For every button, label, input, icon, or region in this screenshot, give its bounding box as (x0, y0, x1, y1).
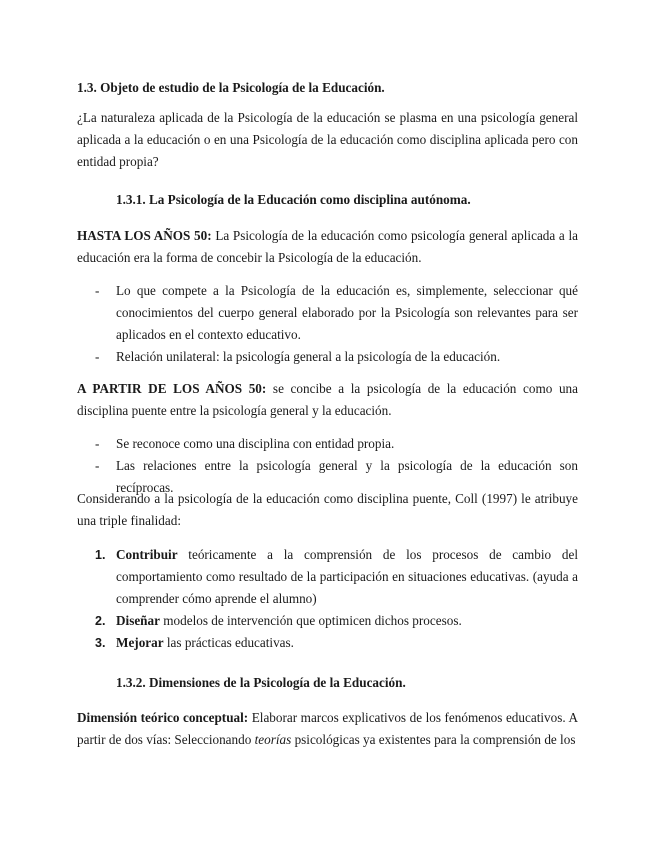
apartir-text: se concibe a la psicología de la educación como una disciplina puente entre la psicología general y la educación. (77, 381, 578, 418)
list-item-text: Se reconoce como una disciplina con entidad propia. (116, 436, 395, 451)
apartir-paragraph (77, 378, 578, 422)
list-item (77, 610, 578, 632)
subheading-autonoma: 1.3.1. La Psicología de la Educación como disciplina autónoma. (116, 192, 471, 207)
hasta-bullet-list (77, 280, 578, 368)
list-item-text: Las relaciones entre la psicología general y la psicología de la educación son recíprocas. (116, 458, 578, 495)
list-item (77, 346, 578, 368)
finalidad-keyword: Mejorar (116, 635, 164, 650)
dimension-label: Dimensión teórico conceptual: (77, 710, 249, 725)
list-number: 1. (95, 548, 106, 562)
finalidad-text: las prácticas educativas. (163, 635, 294, 650)
finalidad-keyword: Diseñar (116, 613, 160, 628)
list-item-text: Relación unilateral: la psicología general a la psicología de la educación. (116, 349, 501, 364)
apartir-label: A PARTIR DE LOS AÑOS 50: (77, 381, 267, 396)
bullet-dash: - (95, 436, 100, 451)
list-item (77, 544, 578, 610)
list-number: 3. (95, 636, 106, 650)
bullet-dash: - (95, 349, 100, 364)
hasta-label: HASTA LOS AÑOS 50: (77, 228, 212, 243)
list-item (77, 632, 578, 654)
bullet-dash: - (95, 283, 100, 298)
section-heading: 1.3. Objeto de estudio de la Psicología de la Educación. (77, 80, 385, 95)
finalidad-keyword: Contribuir (116, 547, 178, 562)
hasta-text: La Psicología de la educación como psicología general aplicada a la educación era la forma de concebir la Psicología de la educación. (77, 228, 578, 265)
finalidad-text: modelos de intervención que optimicen dichos procesos. (159, 613, 462, 628)
dimension-paragraph (77, 707, 578, 751)
list-item (77, 433, 578, 455)
dimension-text-a: Elaborar marcos explicativos de los fenómenos educativos. A partir de dos vías: Seleccionando (77, 710, 578, 747)
bullet-dash: - (95, 458, 100, 473)
finalidad-text: teóricamente a la comprensión de los procesos de cambio del comportamiento como resultado de la participación en situaciones educativas. (ayuda a comprender cómo aprende el alumno) (116, 547, 578, 606)
list-number: 2. (95, 614, 106, 628)
finalidades-list (77, 544, 578, 654)
dimension-text-b: psicológicas ya existentes para la comprensión de los (291, 732, 576, 747)
considerando-paragraph: Considerando a la psicología de la educación como disciplina puente, Coll (1997) le atribuye una triple finalidad: (77, 491, 578, 528)
hasta-paragraph (77, 225, 578, 269)
dimension-italic: teorías (254, 732, 292, 747)
list-item-text: Lo que compete a la Psicología de la educación es, simplemente, seleccionar qué conocimientos del cuerpo general elaborado por la Psicología son relevantes para ser aplicados en el contexto educativo. (116, 283, 578, 342)
intro-question: ¿La naturaleza aplicada de la Psicología de la educación se plasma en una psicología general aplicada a la educación o en una Psicología de la educación como disciplina aplicada pero con entidad propia? (77, 110, 578, 169)
list-item (77, 280, 578, 346)
subheading-dimensiones: 1.3.2. Dimensiones de la Psicología de la Educación. (116, 675, 406, 690)
